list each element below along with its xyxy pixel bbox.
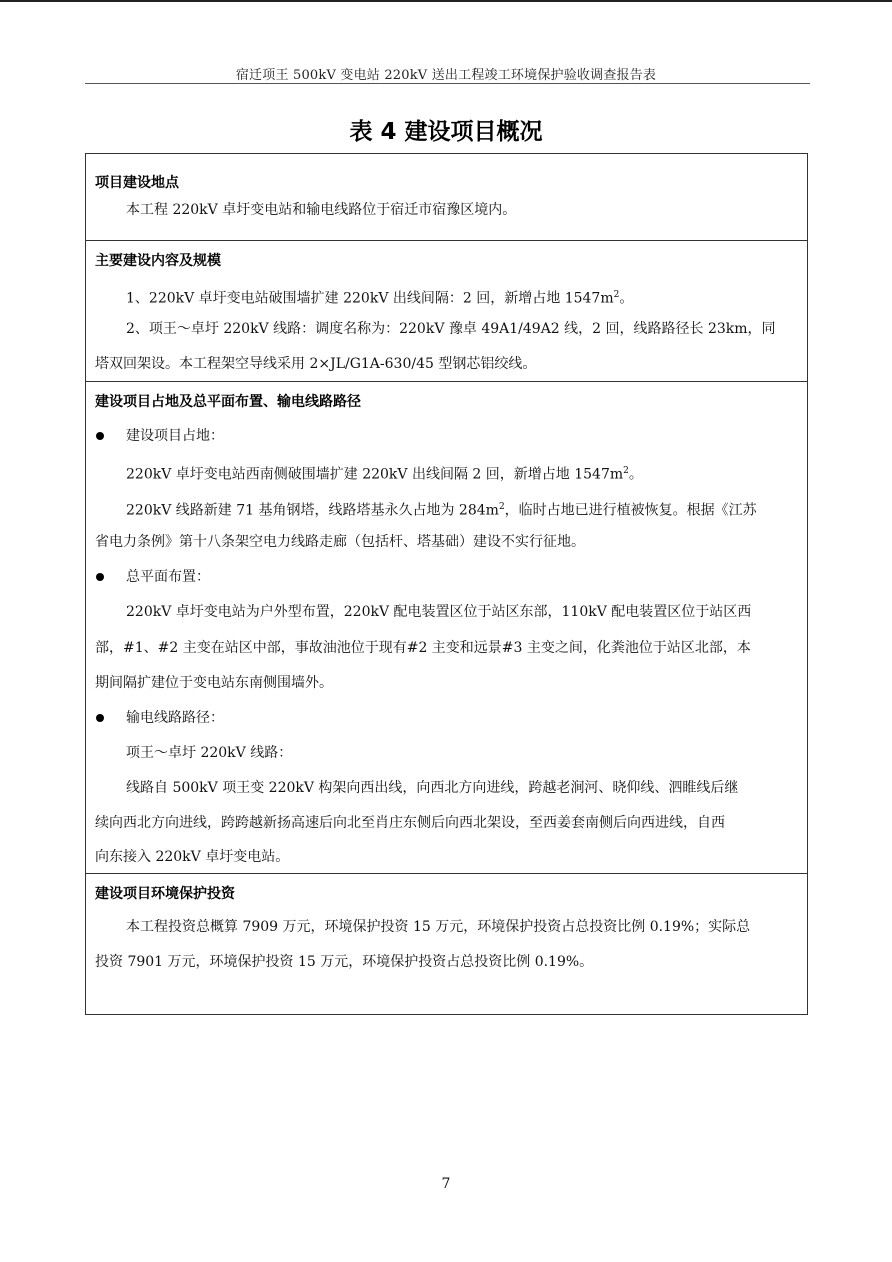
section-layout: [86, 382, 807, 874]
land-use-line-3: 省电力条例》第十八条架空电力线路走廊（包括杆、塔基础）建设不实行征地。: [95, 534, 585, 550]
bullet-route: 输电线路路径：: [126, 710, 224, 726]
content-item-1: 1、220kV 卓圩变电站破围墙扩建 220kV 出线间隔：2 回，新增占地 $1547m^2$。: [126, 290, 634, 307]
land-use-line-2: 220kV 线路新建 71 基角钢塔，线路塔基永久占地为 $284m^2$，临时占地已进行植被恢复。根据《江苏: [126, 502, 757, 519]
land-use-line-1: 220kV 卓圩变电站西南侧破围墙扩建 220kV 出线间隔 2 回，新增占地 $1547m^2$。: [126, 466, 643, 483]
bullet-icon: [96, 432, 104, 440]
section-location: [86, 154, 807, 241]
page-number: 7: [441, 1176, 451, 1192]
layout-line-3: 期间隔扩建位于变电站东南侧围墙外。: [95, 675, 333, 691]
bullet-icon: [96, 714, 104, 722]
investment-line-2: 投资 7901 万元，环境保护投资 15 万元，环境保护投资占总投资比例 0.19%。: [95, 954, 594, 970]
investment-line-1: 本工程投资总概算 7909 万元，环境保护投资 15 万元，环境保护投资占总投资比例 0.19%；实际总: [126, 919, 751, 935]
section-heading-location: 项目建设地点: [95, 175, 179, 191]
location-text: 本工程 220kV 卓圩变电站和输电线路位于宿迁市宿豫区境内。: [126, 202, 517, 218]
layout-line-2: 部，#1、#2 主变在站区中部，事故油池位于现有#2 主变和远景#3 主变之间，化粪池位于站区北部，本: [95, 640, 751, 656]
page-title: 表 4 建设项目概况: [349, 119, 543, 145]
running-header: 宿迁项王 500kV 变电站 220kV 送出工程竣工环境保护验收调查报告表: [235, 68, 657, 83]
top-border-line: [0, 0, 892, 2]
bullet-land-use: 建设项目占地：: [126, 428, 224, 444]
section-heading-layout: 建设项目占地及总平面布置、输电线路路径: [95, 394, 361, 410]
content-item-2-line-2: 塔双回架设。本工程架空导线采用 2×JL/G1A-630/45 型钢芯铝绞线。: [95, 356, 537, 372]
section-investment: [86, 874, 807, 1014]
content-item-2-line-1: 2、项王～卓圩 220kV 线路：调度名称为：220kV 豫卓 49A1/49A2 线，2 回，线路路径长 23km，同: [126, 321, 776, 337]
layout-line-1: 220kV 卓圩变电站为户外型布置，220kV 配电装置区位于站区东部，110kV 配电装置区位于站区西: [126, 604, 752, 620]
route-name: 项王～卓圩 220kV 线路：: [126, 745, 293, 761]
route-line-3: 向东接入 220kV 卓圩变电站。: [95, 849, 290, 865]
header-rule: [85, 83, 810, 84]
section-heading-content: 主要建设内容及规模: [95, 253, 221, 269]
bullet-icon: [96, 573, 104, 581]
route-line-2: 续向西北方向进线，跨跨越新扬高速后向北至肖庄东侧后向西北架设，至西姜套南侧后向西进线，自西: [95, 815, 725, 831]
section-heading-investment: 建设项目环境保护投资: [95, 886, 235, 902]
route-line-1: 线路自 500kV 项王变 220kV 构架向西出线，向西北方向进线，跨越老涧河、晓仰线、泗睢线后继: [126, 780, 739, 796]
overview-table: [85, 153, 808, 1015]
section-content: [86, 241, 807, 382]
bullet-layout: 总平面布置：: [126, 569, 210, 585]
